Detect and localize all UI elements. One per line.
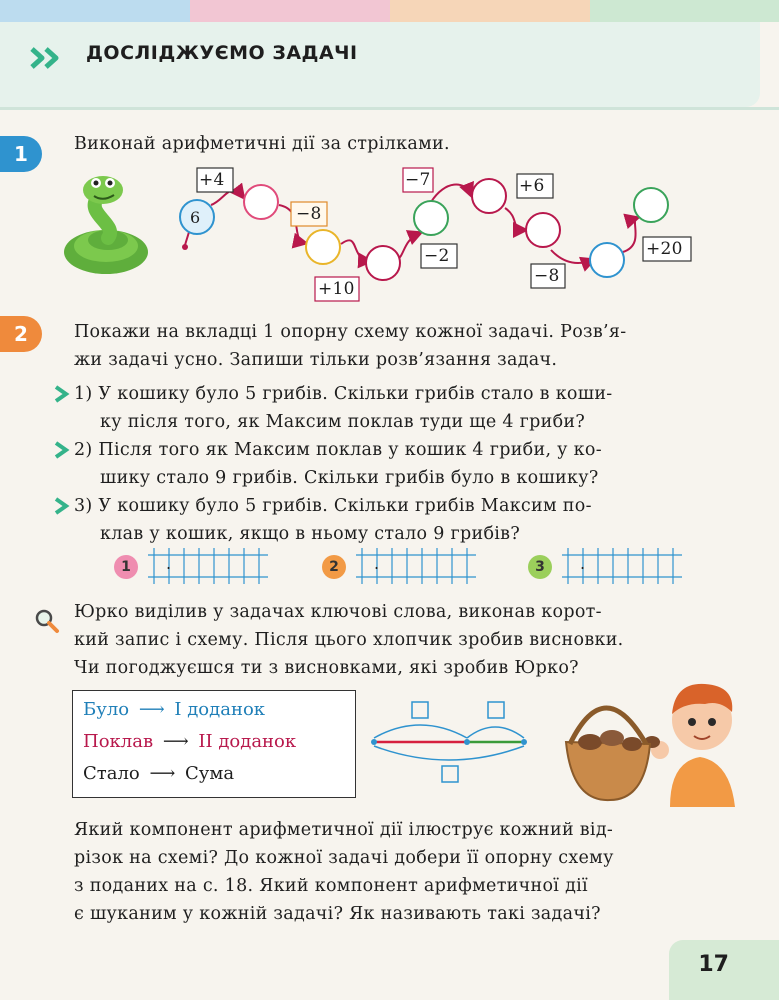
keywords-box	[72, 690, 356, 798]
answer-1-label: 1	[114, 555, 138, 579]
snake-illustration	[58, 170, 153, 280]
keyword-3-meaning: Сума	[185, 763, 235, 784]
item-1-chevron-icon	[54, 385, 70, 403]
magnifier-icon	[34, 608, 60, 634]
item-1-line2: ку після того, як Максим поклав туди ще 4 гриби?	[100, 412, 586, 432]
op-plus-4: +4	[199, 170, 225, 190]
op-minus-2: −2	[424, 246, 450, 266]
task-1-badge: 1	[0, 136, 42, 172]
answer-1-dot: .	[166, 554, 172, 573]
answer-3-label: 3	[528, 555, 552, 579]
op-minus-7: −7	[405, 170, 431, 190]
op-plus-20: +20	[646, 239, 683, 259]
task-2-text-line1: Покажи на вкладці 1 опорну схему кожної задачі. Розв’я-	[74, 322, 627, 342]
section-header	[0, 22, 760, 107]
item-3-line1: 3) У кошику було 5 грибів. Скільки грибів Максим по-	[74, 496, 592, 516]
keyword-2-meaning: II доданок	[198, 731, 297, 752]
segment-scheme-diagram	[370, 698, 530, 788]
section-title: ДОСЛІДЖУЄМО ЗАДАЧІ	[86, 42, 358, 64]
op-plus-10: +10	[318, 279, 355, 299]
keyword-1-word: Було	[83, 699, 130, 720]
keyword-row-1	[83, 699, 265, 720]
start-value: 6	[190, 208, 201, 227]
answer-3-dot: .	[580, 554, 586, 573]
arrow-right-icon: ⟶	[138, 699, 165, 720]
answer-2-dot: .	[374, 554, 380, 573]
task-2-text-line2: жи задачі усно. Запиши тільки розв’язання задач.	[74, 350, 558, 370]
top-strip-green	[590, 0, 779, 22]
arrow-right-icon: ⟶	[162, 731, 189, 752]
arrow-chain-diagram	[175, 160, 715, 305]
op-plus-6: +6	[519, 176, 545, 196]
research-line3: Чи погоджуєшся ти з висновками, які зробив Юрко?	[74, 658, 579, 678]
question-line1: Який компонент арифметичної дії ілюструє кожний від-	[74, 820, 614, 840]
header-divider	[0, 107, 779, 110]
item-2-chevron-icon	[54, 441, 70, 459]
boy-with-basket-illustration	[560, 672, 750, 807]
answer-2-label: 2	[322, 555, 346, 579]
arrow-right-icon: ⟶	[149, 763, 176, 784]
double-chevron-icon	[30, 46, 70, 70]
task-2-badge: 2	[0, 316, 42, 352]
item-2-line2: шику стало 9 грибів. Скільки грибів було в кошику?	[100, 468, 599, 488]
item-2-line1: 2) Після того як Максим поклав у кошик 4 гриби, у ко-	[74, 440, 602, 460]
question-line3: з поданих на с. 18. Який компонент арифметичної дії	[74, 876, 588, 896]
keyword-row-2	[83, 731, 296, 752]
keyword-row-3	[83, 763, 234, 784]
keyword-3-word: Стало	[83, 763, 140, 784]
item-3-chevron-icon	[54, 497, 70, 515]
question-line4: є шуканим у кожній задачі? Як називають такі задачі?	[74, 904, 601, 924]
top-strip-blue	[0, 0, 190, 22]
keyword-1-meaning: I доданок	[174, 699, 266, 720]
item-1-line1: 1) У кошику було 5 грибів. Скільки грибів стало в коши-	[74, 384, 613, 404]
research-line2: кий запис і схему. Після цього хлопчик зробив висновки.	[74, 630, 624, 650]
research-line1: Юрко виділив у задачах ключові слова, виконав корот-	[74, 602, 602, 622]
op-minus-8-b: −8	[534, 266, 560, 286]
op-minus-8-a: −8	[296, 204, 322, 224]
item-3-line2: клав у кошик, якщо в ньому стало 9 грибів?	[100, 524, 521, 544]
page-number: 17	[698, 952, 729, 977]
top-strip-pink	[190, 0, 390, 22]
top-strip-orange	[390, 0, 590, 22]
keyword-2-word: Поклав	[83, 731, 154, 752]
question-line2: різок на схемі? До кожної задачі добери її опорну схему	[74, 848, 614, 868]
task-1-text: Виконай арифметичні дії за стрілками.	[74, 134, 450, 154]
